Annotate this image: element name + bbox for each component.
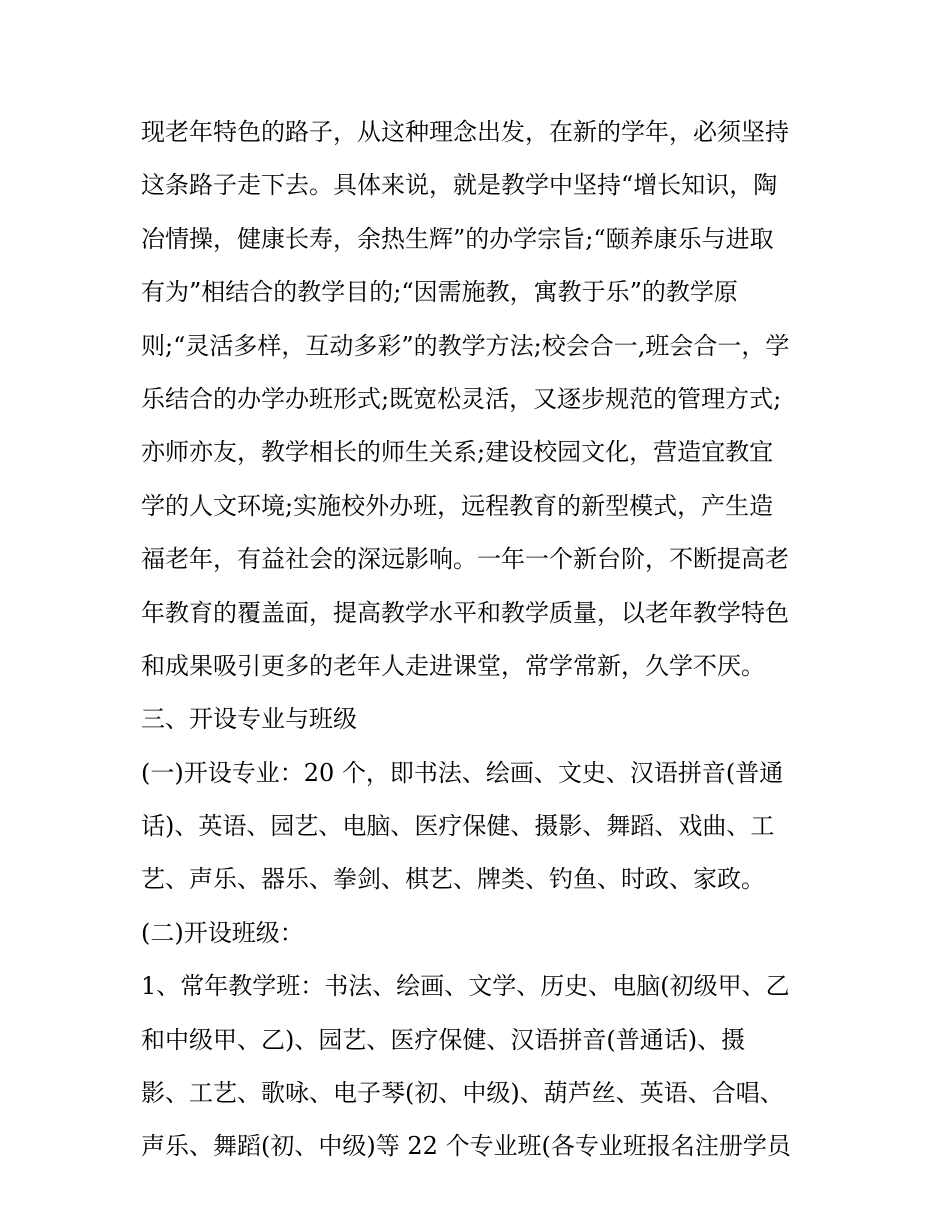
text-line: 艺、声乐、器乐、拳剑、棋艺、牌类、钓鱼、时政、家政。 (141, 865, 765, 894)
text-line: 亦师亦友，教学相长的师生关系;建设校园文化，营造宜教宜 (141, 438, 774, 467)
text-line: 冶情操，健康长寿，余热生辉”的办学宗旨;“颐养康乐与进取 (141, 224, 774, 253)
text-line: 声乐、舞蹈(初、中级)等 22 个专业班(各专业班报名注册学员 (141, 1132, 791, 1161)
document-body (141, 106, 821, 1174)
text-line: 年教育的覆盖面，提高教学水平和教学质量，以老年教学特色 (141, 598, 789, 627)
text-line: 则;“灵活多样，互动多彩”的教学方法;校会合一,班会合一，学 (141, 331, 790, 360)
text-line: 话)、英语、园艺、电脑、医疗保健、摄影、舞蹈、戏曲、工 (141, 812, 775, 841)
text-line: 这条路子走下去。具体来说，就是教学中坚持“增长知识，陶 (141, 171, 778, 200)
subsection-heading: (二)开设班级： (141, 918, 304, 947)
text-line: 学的人文环境;实施校外办班，远程教育的新型模式，产生造 (141, 491, 774, 520)
text-line: 和成果吸引更多的老年人走进课堂，常学常新，久学不厌。 (141, 651, 765, 680)
text-line: 影、工艺、歌咏、电子琴(初、中级)、葫芦丝、英语、合唱、 (141, 1079, 784, 1108)
section-heading: 三、开设专业与班级 (141, 705, 357, 734)
text-line: 乐结合的办学办班形式;既宽松灵活，又逐步规范的管理方式; (141, 384, 782, 413)
text-line: 1、常年教学班：书法、绘画、文学、历史、电脑(初级甲、乙 (141, 972, 790, 1001)
text-line: 有为”相结合的教学目的;“因需施教，寓教于乐”的教学原 (141, 278, 738, 307)
text-line: 和中级甲、乙)、园艺、医疗保健、汉语拼音(普通话)、摄 (141, 1025, 746, 1054)
text-line: 福老年，有益社会的深远影响。一年一个新台阶，不断提高老 (141, 545, 789, 574)
text-line: 现老年特色的路子，从这种理念出发，在新的学年，必须坚持 (141, 118, 789, 146)
text-line: (一)开设专业：20 个，即书法、绘画、文史、汉语拼音(普通 (141, 758, 784, 787)
